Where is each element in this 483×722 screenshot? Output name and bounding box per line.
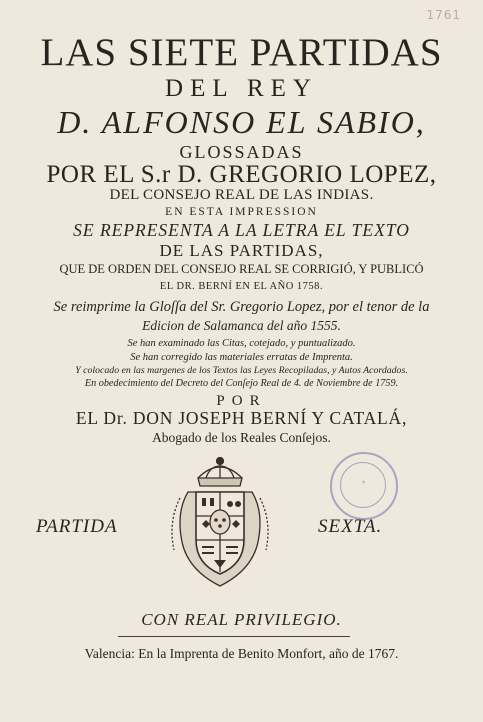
body-line-13: Edicion de Salamanca del año 1555. bbox=[142, 318, 341, 333]
body-line-15: Se han corregido las materiales erratas de Imprenta. bbox=[130, 352, 353, 363]
partida-number: SEXTA. bbox=[318, 516, 383, 537]
body-line-17: En obedecimiento del Decreto del Conſejo Real de 4. de Noviembre de 1759. bbox=[84, 378, 399, 389]
library-stamp-icon bbox=[330, 452, 398, 520]
body-line-19: EL Dr. DON JOSEPH BERNÍ Y CATALÁ, bbox=[75, 408, 408, 428]
body-line-10: QUE DE ORDEN DEL CONSEJO REAL SE CORRIGIÓ, Y PUBLICÓ bbox=[59, 262, 424, 276]
body-line-9: DE LAS PARTIDAS, bbox=[159, 241, 324, 260]
title-line-4: GLOSSADAS bbox=[179, 142, 304, 162]
title-line-1: LAS SIETE PARTIDAS bbox=[40, 31, 443, 74]
divider-rule bbox=[118, 636, 350, 637]
body-line-11: EL DR. BERNÍ EN EL AÑO 1758. bbox=[159, 281, 324, 292]
body-line-8: SE REPRESENTA A LA LETRA EL TEXTO bbox=[73, 220, 410, 240]
title-line-5: POR EL S.r D. GREGORIO LOPEZ, bbox=[46, 161, 437, 188]
body-line-14: Se han examinado las Citas, cotejado, y puntualizado. bbox=[127, 338, 356, 349]
partida-label: PARTIDA bbox=[36, 516, 118, 537]
privilege-line: CON REAL PRIVILEGIO. bbox=[141, 610, 342, 629]
body-line-16: Y colocado en las margenes de los Textos las Leyes Recopiladas, y Autos Acordados. bbox=[75, 365, 408, 376]
body-line-12: Se reimprime la Gloſſa del Sr. Gregorio Lopez, por el tenor de la bbox=[53, 299, 430, 315]
title-line-3: D. ALFONSO EL SABIO, bbox=[57, 104, 426, 140]
imprint-line: Valencia: En la Imprenta de Benito Monfort, año de 1767. bbox=[84, 646, 399, 661]
body-line-7: EN ESTA IMPRESSION bbox=[165, 206, 318, 218]
library-stamp-text: ⚜ bbox=[361, 480, 367, 486]
royal-coat-of-arms-icon bbox=[158, 452, 282, 590]
title-line-2: DEL REY bbox=[165, 75, 318, 102]
title-line-6: DEL CONSEJO REAL DE LAS INDIAS. bbox=[109, 187, 374, 203]
body-line-20: Abogado de los Reales Conſejos. bbox=[152, 430, 331, 445]
pencil-mark: 1761 bbox=[426, 8, 461, 22]
body-line-18: POR bbox=[216, 393, 267, 409]
